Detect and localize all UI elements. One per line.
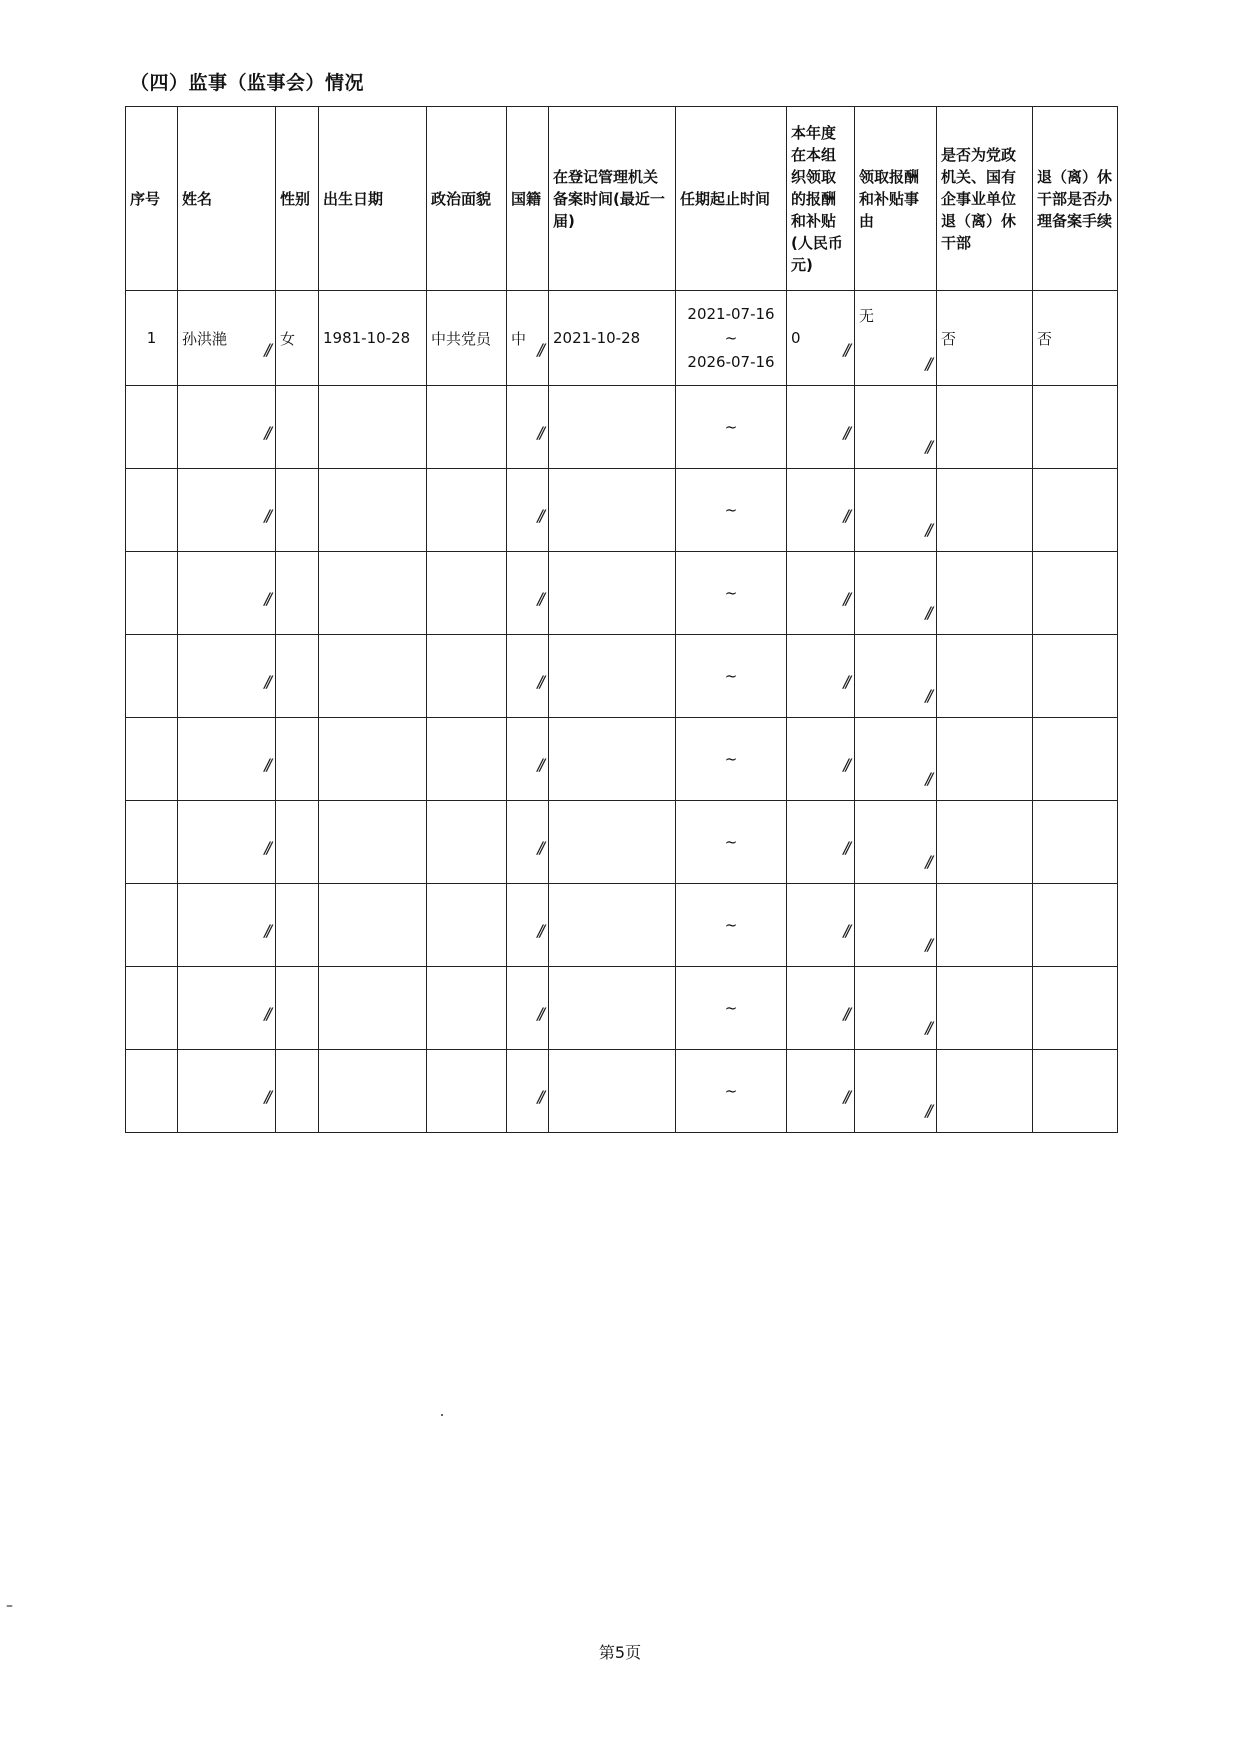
- cell-birth: [319, 884, 427, 967]
- header-birth: 出生日期: [319, 107, 427, 291]
- cell-gender: [276, 801, 319, 884]
- table-row: [126, 386, 1118, 469]
- cell-political: [427, 469, 507, 552]
- slash-mark: //: [925, 1018, 930, 1037]
- slash-mark: //: [925, 769, 930, 788]
- cell-reason: [855, 552, 937, 635]
- table-row: [126, 801, 1118, 884]
- cell-term: [676, 386, 787, 469]
- term-separator: ~: [724, 584, 738, 602]
- cell-filing-done: [1033, 552, 1118, 635]
- term-separator: ~: [724, 418, 738, 436]
- slash-mark: //: [925, 686, 930, 705]
- slash-mark: //: [843, 506, 848, 525]
- cell-index: [126, 386, 178, 469]
- cell-filing-time: [549, 1050, 676, 1133]
- header-retired-cadre: 是否为党政机关、国有企事业单位退（离）休干部: [937, 107, 1033, 291]
- cell-nationality: [507, 718, 549, 801]
- slash-mark: //: [537, 589, 542, 608]
- slash-mark: //: [925, 354, 930, 373]
- slash-mark: //: [264, 1087, 269, 1106]
- cell-name: [178, 386, 276, 469]
- cell-index: [126, 1050, 178, 1133]
- slash-mark: //: [264, 838, 269, 857]
- cell-gender: 女: [276, 291, 319, 386]
- cell-term: [676, 718, 787, 801]
- cell-filing-done: [1033, 801, 1118, 884]
- cell-birth: [319, 1050, 427, 1133]
- slash-mark: //: [264, 921, 269, 940]
- header-index: 序号: [126, 107, 178, 291]
- cell-political: [427, 552, 507, 635]
- slash-mark: //: [264, 672, 269, 691]
- slash-mark: //: [537, 423, 542, 442]
- cell-reason: [855, 884, 937, 967]
- term-separator: ~: [724, 833, 738, 851]
- header-filing-time: 在登记管理机关备案时间(最近一届): [549, 107, 676, 291]
- slash-mark: //: [843, 921, 848, 940]
- cell-filing-time: 2021-10-28: [549, 291, 676, 386]
- term-separator: ~: [724, 916, 738, 934]
- cell-nationality: [507, 635, 549, 718]
- slash-mark: //: [264, 1004, 269, 1023]
- cell-name: [178, 635, 276, 718]
- margin-mark: –: [6, 1598, 13, 1614]
- cell-reason-text: 无: [859, 307, 875, 325]
- cell-nationality: [507, 552, 549, 635]
- cell-reason: [855, 635, 937, 718]
- header-political: 政治面貌: [427, 107, 507, 291]
- slash-mark: //: [537, 838, 542, 857]
- cell-filing-time: [549, 718, 676, 801]
- cell-filing-done: [1033, 884, 1118, 967]
- cell-compensation-text: 0: [791, 329, 801, 347]
- cell-index: 1: [126, 291, 178, 386]
- header-reason: 领取报酬和补贴事由: [855, 107, 937, 291]
- cell-index: [126, 469, 178, 552]
- cell-compensation: [787, 552, 855, 635]
- supervisor-table: [125, 106, 1118, 1133]
- slash-mark: //: [264, 423, 269, 442]
- header-nationality: 国籍: [507, 107, 549, 291]
- term-separator: ~: [724, 501, 738, 519]
- slash-mark: //: [843, 340, 848, 359]
- cell-compensation: [787, 291, 855, 386]
- cell-index: [126, 884, 178, 967]
- table-row: [126, 1050, 1118, 1133]
- cell-gender: [276, 386, 319, 469]
- cell-gender: [276, 552, 319, 635]
- cell-name: [178, 884, 276, 967]
- cell-filing-done: 否: [1033, 291, 1118, 386]
- slash-mark: //: [264, 340, 269, 359]
- table-row: [126, 552, 1118, 635]
- cell-political: [427, 967, 507, 1050]
- cell-filing-done: [1033, 469, 1118, 552]
- cell-nationality: [507, 291, 549, 386]
- cell-retired-cadre: [937, 884, 1033, 967]
- cell-retired-cadre: 否: [937, 291, 1033, 386]
- cell-retired-cadre: [937, 635, 1033, 718]
- cell-term: [676, 801, 787, 884]
- cell-retired-cadre: [937, 552, 1033, 635]
- cell-filing-done: [1033, 967, 1118, 1050]
- table-row: [126, 718, 1118, 801]
- cell-reason: [855, 1050, 937, 1133]
- cell-political: [427, 718, 507, 801]
- cell-nationality: [507, 386, 549, 469]
- slash-mark: //: [843, 1087, 848, 1106]
- slash-mark: //: [264, 755, 269, 774]
- slash-mark: //: [843, 589, 848, 608]
- cell-name: [178, 967, 276, 1050]
- slash-mark: //: [843, 672, 848, 691]
- cell-birth: [319, 967, 427, 1050]
- cell-name-text: 孙洪滟: [182, 329, 228, 348]
- cell-reason: [855, 386, 937, 469]
- cell-nationality: [507, 967, 549, 1050]
- slash-mark: //: [537, 506, 542, 525]
- cell-name: [178, 1050, 276, 1133]
- cell-gender: [276, 635, 319, 718]
- cell-retired-cadre: [937, 1050, 1033, 1133]
- cell-reason: [855, 967, 937, 1050]
- cell-nationality: [507, 1050, 549, 1133]
- cell-compensation: [787, 801, 855, 884]
- cell-reason: [855, 469, 937, 552]
- cell-filing-done: [1033, 1050, 1118, 1133]
- slash-mark: //: [925, 1101, 930, 1120]
- cell-gender: [276, 884, 319, 967]
- cell-index: [126, 967, 178, 1050]
- header-term: 任期起止时间: [676, 107, 787, 291]
- slash-mark: //: [925, 437, 930, 456]
- term-separator: ~: [724, 1082, 738, 1100]
- cell-retired-cadre: [937, 469, 1033, 552]
- cell-index: [126, 635, 178, 718]
- cell-birth: [319, 552, 427, 635]
- cell-filing-done: [1033, 386, 1118, 469]
- cell-birth: [319, 469, 427, 552]
- cell-term: [676, 635, 787, 718]
- cell-filing-done: [1033, 635, 1118, 718]
- cell-filing-time: [549, 635, 676, 718]
- cell-compensation: [787, 884, 855, 967]
- cell-gender: [276, 967, 319, 1050]
- cell-index: [126, 801, 178, 884]
- table-row: [126, 291, 1118, 386]
- slash-mark: //: [264, 589, 269, 608]
- header-gender: 性别: [276, 107, 319, 291]
- slash-mark: //: [843, 423, 848, 442]
- cell-term: [676, 1050, 787, 1133]
- slash-mark: //: [537, 1004, 542, 1023]
- term-start: 2021-07-16: [687, 305, 775, 323]
- cell-term: [676, 469, 787, 552]
- cell-retired-cadre: [937, 718, 1033, 801]
- cell-compensation: [787, 1050, 855, 1133]
- cell-gender: [276, 469, 319, 552]
- slash-mark: //: [925, 520, 930, 539]
- cell-gender: [276, 718, 319, 801]
- cell-compensation: [787, 718, 855, 801]
- cell-filing-time: [549, 884, 676, 967]
- cell-name: [178, 718, 276, 801]
- header-compensation: 本年度在本组织领取的报酬和补贴(人民币元): [787, 107, 855, 291]
- cell-name: [178, 801, 276, 884]
- cell-name: [178, 291, 276, 386]
- cell-filing-done: [1033, 718, 1118, 801]
- cell-retired-cadre: [937, 386, 1033, 469]
- cell-filing-time: [549, 552, 676, 635]
- cell-compensation: [787, 469, 855, 552]
- cell-term: [676, 291, 787, 386]
- cell-filing-time: [549, 386, 676, 469]
- table-row: [126, 635, 1118, 718]
- slash-mark: //: [843, 838, 848, 857]
- term-separator: ~: [724, 750, 738, 768]
- cell-political: [427, 635, 507, 718]
- cell-retired-cadre: [937, 801, 1033, 884]
- slash-mark: //: [537, 672, 542, 691]
- slash-mark: //: [537, 340, 542, 359]
- cell-political: [427, 386, 507, 469]
- slash-mark: //: [537, 1087, 542, 1106]
- page-number: 第5页: [598, 1643, 642, 1662]
- cell-political: [427, 884, 507, 967]
- cell-nationality-text: 中: [511, 329, 527, 348]
- header-filing-done: 退（离）休干部是否办理备案手续: [1033, 107, 1118, 291]
- term-separator: ~: [724, 667, 738, 685]
- cell-index: [126, 718, 178, 801]
- cell-reason: [855, 801, 937, 884]
- section-title: （四）监事（监事会）情况: [130, 72, 365, 94]
- cell-index: [126, 552, 178, 635]
- slash-mark: //: [537, 921, 542, 940]
- cell-compensation: [787, 386, 855, 469]
- cell-filing-time: [549, 967, 676, 1050]
- cell-gender: [276, 1050, 319, 1133]
- table-row: [126, 884, 1118, 967]
- cell-filing-time: [549, 469, 676, 552]
- slash-mark: //: [264, 506, 269, 525]
- cell-retired-cadre: [937, 967, 1033, 1050]
- table-row: [126, 967, 1118, 1050]
- cell-political: 中共党员: [427, 291, 507, 386]
- slash-mark: //: [925, 603, 930, 622]
- cell-filing-time: [549, 801, 676, 884]
- slash-mark: //: [925, 935, 930, 954]
- cell-nationality: [507, 801, 549, 884]
- cell-name: [178, 552, 276, 635]
- slash-mark: //: [843, 1004, 848, 1023]
- cell-birth: [319, 718, 427, 801]
- cell-compensation: [787, 635, 855, 718]
- cell-birth: [319, 386, 427, 469]
- table-header-row: [126, 107, 1118, 291]
- cell-reason: [855, 718, 937, 801]
- cell-birth: [319, 801, 427, 884]
- cell-name: [178, 469, 276, 552]
- slash-mark: //: [925, 852, 930, 871]
- cell-reason: [855, 291, 937, 386]
- table-row: [126, 469, 1118, 552]
- slash-mark: //: [843, 755, 848, 774]
- cell-political: [427, 801, 507, 884]
- term-end: 2026-07-16: [687, 353, 775, 371]
- cell-birth: [319, 635, 427, 718]
- cell-compensation: [787, 967, 855, 1050]
- term-separator: ~: [724, 999, 738, 1017]
- cell-political: [427, 1050, 507, 1133]
- cell-nationality: [507, 469, 549, 552]
- cell-term: [676, 552, 787, 635]
- cell-term: [676, 884, 787, 967]
- header-name: 姓名: [178, 107, 276, 291]
- cell-nationality: [507, 884, 549, 967]
- cell-birth: 1981-10-28: [319, 291, 427, 386]
- scan-speck: [441, 1414, 443, 1416]
- term-separator: ~: [724, 329, 738, 347]
- slash-mark: //: [537, 755, 542, 774]
- cell-term: [676, 967, 787, 1050]
